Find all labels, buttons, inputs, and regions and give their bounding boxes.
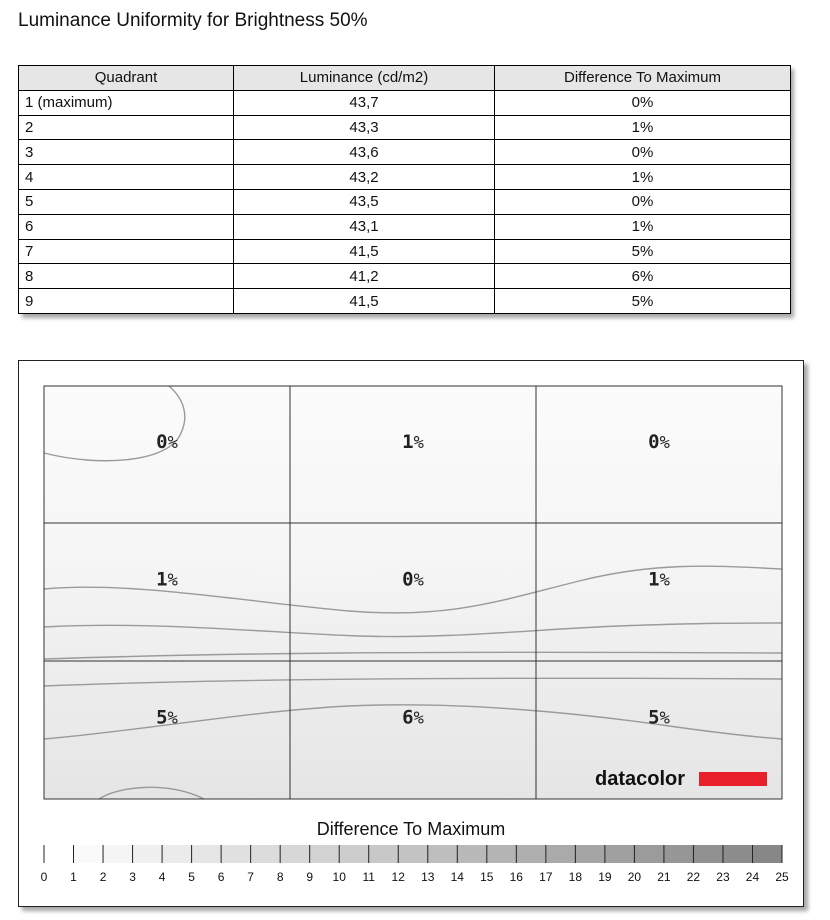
header-difference: Difference To Maximum [495, 66, 791, 91]
table-row [19, 239, 791, 264]
cell-luminance: 41,5 [234, 239, 495, 264]
legend-swatch [74, 845, 104, 863]
cell-value: 6 [402, 706, 414, 729]
cell-luminance: 43,2 [234, 165, 495, 190]
legend-tick-label: 19 [598, 870, 612, 884]
cell-difference: 1% [495, 165, 791, 190]
cell-quadrant: 3 [19, 140, 234, 165]
legend-swatch [752, 845, 782, 863]
legend-tick-label: 13 [421, 870, 435, 884]
cell-value-label [402, 431, 424, 453]
cell-value: 5 [156, 706, 168, 729]
cell-luminance: 43,5 [234, 189, 495, 214]
legend-tick-label: 12 [391, 870, 405, 884]
cell-value: 0 [402, 568, 414, 591]
cell-difference: 0% [495, 90, 791, 115]
legend-swatch [693, 845, 723, 863]
legend-swatch [221, 845, 251, 863]
legend-tick-label: 3 [129, 870, 136, 884]
legend-scale [41, 845, 789, 884]
legend-tick-label: 5 [188, 870, 195, 884]
cell-value: 5 [648, 706, 660, 729]
cell-value: 1 [156, 568, 168, 591]
cell-value-label [156, 706, 178, 728]
legend-tick-label: 20 [627, 870, 642, 884]
legend-swatch [369, 845, 399, 863]
legend-tick-label: 22 [686, 870, 701, 884]
cell-quadrant: 9 [19, 289, 234, 314]
legend-swatch [575, 845, 605, 863]
legend-swatch [398, 845, 428, 863]
cell-luminance: 41,5 [234, 289, 495, 314]
uniformity-map-panel [18, 360, 804, 907]
legend-tick-label: 24 [745, 870, 760, 884]
cell-unit: % [413, 570, 424, 591]
cell-luminance: 41,2 [234, 264, 495, 289]
legend-swatch [251, 845, 281, 863]
cell-unit: % [659, 708, 670, 729]
cell-unit: % [413, 708, 424, 729]
legend-tick-label: 23 [716, 870, 730, 884]
legend-swatch [605, 845, 635, 863]
table-row [19, 165, 791, 190]
cell-difference: 0% [495, 140, 791, 165]
cell-value-label [648, 569, 670, 591]
cell-value-label [402, 706, 424, 728]
cell-unit: % [413, 433, 424, 453]
table-row [19, 115, 791, 140]
legend-tick-label: 1 [70, 870, 77, 884]
legend-tick-label: 9 [306, 870, 314, 884]
cell-value: 1 [648, 568, 660, 591]
cell-quadrant: 8 [19, 264, 234, 289]
cell-difference: 5% [495, 289, 791, 314]
legend-tick-label: 4 [158, 870, 166, 884]
legend-tick-label: 16 [509, 870, 523, 884]
legend-tick-label: 2 [99, 870, 107, 884]
legend-title: Difference To Maximum [316, 819, 506, 839]
page-title: Luminance Uniformity for Brightness 50% [18, 10, 368, 31]
legend-tick-label: 11 [362, 870, 375, 884]
legend-swatch [546, 845, 576, 863]
cell-value-label [156, 431, 178, 453]
cell-luminance: 43,7 [234, 90, 495, 115]
table-row [19, 189, 791, 214]
legend-swatch [723, 845, 753, 863]
legend-swatch [133, 845, 163, 863]
legend-tick-label: 10 [332, 870, 346, 884]
legend-swatch [664, 845, 694, 863]
legend-tick-label: 18 [568, 870, 583, 884]
legend-tick-label: 25 [775, 870, 789, 884]
table-row [19, 289, 791, 314]
legend-swatch [162, 845, 192, 863]
legend-tick-label: 17 [539, 870, 553, 884]
cell-value: 0 [648, 431, 660, 453]
table-row [19, 90, 791, 115]
legend-swatch [103, 845, 133, 863]
cell-quadrant: 2 [19, 115, 234, 140]
datacolor-logo-text: datacolor [595, 768, 686, 790]
legend-swatch [310, 845, 340, 863]
cell-difference: 0% [495, 189, 791, 214]
legend-swatch [428, 845, 458, 863]
cell-value-label [156, 569, 178, 591]
legend-tick-label: 8 [276, 870, 284, 884]
cell-difference: 6% [495, 264, 791, 289]
legend-swatch [339, 845, 369, 863]
cell-value-label [648, 706, 670, 728]
legend-tick-label: 7 [247, 870, 254, 884]
legend-swatch [280, 845, 310, 863]
cell-value-label [648, 431, 670, 453]
legend-swatch [192, 845, 222, 863]
cell-quadrant: 1 (maximum) [19, 90, 234, 115]
cell-unit: % [167, 570, 178, 591]
uniformity-table [18, 65, 791, 314]
cell-difference: 5% [495, 239, 791, 264]
cell-difference: 1% [495, 214, 791, 239]
cell-luminance: 43,1 [234, 214, 495, 239]
table-row [19, 264, 791, 289]
cell-difference: 1% [495, 115, 791, 140]
legend-swatch [457, 845, 487, 863]
cell-unit: % [167, 708, 178, 729]
cell-unit: % [659, 570, 670, 591]
table-row [19, 140, 791, 165]
legend-tick-label: 14 [450, 870, 464, 884]
cell-quadrant: 5 [19, 189, 234, 214]
cell-unit: % [167, 433, 178, 453]
legend-swatch [487, 845, 517, 863]
cell-value: 0 [156, 431, 168, 453]
uniformity-table-container [18, 65, 790, 314]
cell-quadrant: 4 [19, 165, 234, 190]
table-row [19, 214, 791, 239]
legend-tick-label: 0 [40, 870, 48, 884]
cell-quadrant: 6 [19, 214, 234, 239]
legend-swatch [516, 845, 546, 863]
cell-luminance: 43,6 [234, 140, 495, 165]
cell-unit: % [659, 433, 670, 453]
cell-value-label [402, 569, 424, 591]
legend-tick-label: 6 [217, 870, 225, 884]
cell-value: 1 [402, 431, 414, 453]
table-header-row [19, 66, 791, 91]
header-luminance: Luminance (cd/m2) [234, 66, 495, 91]
legend-swatch [634, 845, 664, 863]
datacolor-logo-bar [699, 772, 767, 786]
legend-swatch [44, 845, 74, 863]
uniformity-map [19, 361, 803, 906]
cell-luminance: 43,3 [234, 115, 495, 140]
legend-tick-label: 15 [480, 870, 494, 884]
cell-quadrant: 7 [19, 239, 234, 264]
header-quadrant: Quadrant [19, 66, 234, 91]
legend-tick-label: 21 [657, 870, 671, 884]
